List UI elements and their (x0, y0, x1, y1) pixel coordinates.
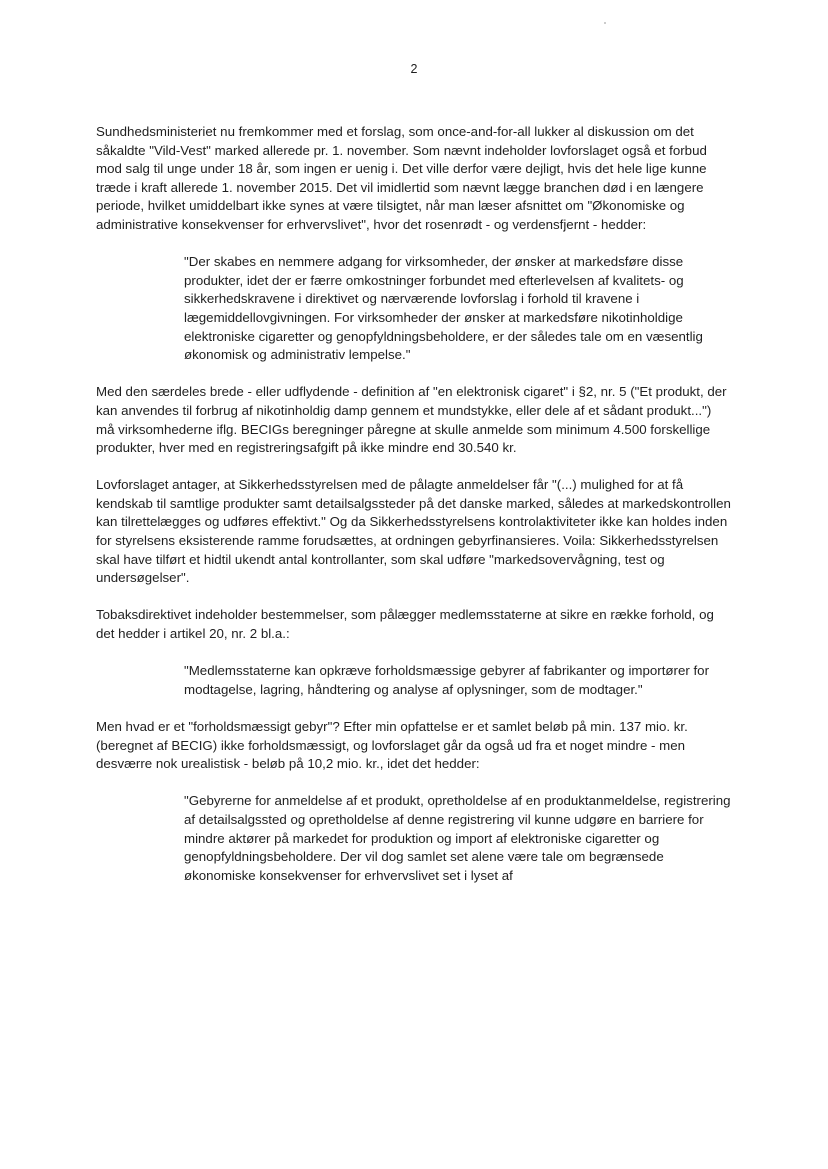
quote-fees: "Gebyrerne for anmeldelse af et produkt, opretholdelse af en produktanmeldelse, registrering af detailsalgssted og opretholdelse af denne registrering vil kunne udgøre en barriere for mindre aktører på markedet for produktion og import af elektroniske cigaretter og genopfyldningsbeholdere. Der vil dog samlet set alene være tale om begrænsede økonomiske konsekvenser for erhvervslivet set i lyset af (184, 793, 731, 883)
quote-article-20: "Medlemsstaterne kan opkræve forholdsmæssige gebyrer af fabrikanter og importører for modtagelse, lagring, håndtering og analyse af oplysninger, som de modtager." (184, 663, 709, 697)
scan-mark (604, 22, 606, 24)
page-number: 2 (410, 62, 418, 76)
paragraph-tobacco-directive: Tobaksdirektivet indeholder bestemmelser, som pålægger medlemsstaterne at sikre en række forhold, og det hedder i artikel 20, nr. 2 bl.a.: (96, 607, 714, 642)
document-body (96, 123, 732, 904)
paragraph-intro: Sundhedsministeriet nu fremkommer med et forslag, som once-and-for-all lukker al diskussion om det såkaldte "Vild-Vest" marked allerede pr. 1. november. Som nævnt indeholder lovforslaget også et forbud mod salg til unge under 18 år, som ingen er uenig i. Det ville derfor være dejligt, hvis det hele lige kunne træde i kraft allerede 1. november 2015. Det vil imidlertid som nævnt lægge branchen død i en længere periode, hvilket umiddelbart ikke synes at være tilsigtet, når man læser afsnittet om "Økonomiske og administrative konsekvenser for erhvervslivet", hvor det rosenrødt - og verdensfjernt - hedder: (96, 124, 707, 232)
quote-economic-consequences: "Der skabes en nemmere adgang for virksomheder, der ønsker at markedsføre disse produkter, idet der er færre omkostninger forbundet med efterlevelsen af kvalitets- og sikkerhedskravene i direktivet og nærværende lovforslag i forhold til kravene i lægemiddellovgivningen. For virksomheder der ønsker at markedsføre nikotinholdige elektroniske cigaretter og genopfyldningsbeholdere, er der således tale om en væsentlig økonomisk og administrativ lempelse." (184, 254, 703, 363)
paragraph-definition: Med den særdeles brede - eller udflydende - definition af "en elektronisk cigaret" i §2, nr. 5 ("Et produkt, der kan anvendes til forbrug af nikotinholdig damp gennem et mundstykke, eller dele af et sådant produkt...") må virksomhederne iflg. BECIGs beregninger påregne at skulle anmelde som minimum 4.500 forskellige produkter, hver med en registreringsafgift på ikke mindre end 30.540 kr. (96, 384, 727, 456)
paragraph-safety-authority: Lovforslaget antager, at Sikkerhedsstyrelsen med de pålagte anmeldelser får "(...) mulighed for at få kendskab til samtlige produkter samt detailsalgssteder på det danske marked, således at markedskontrollen kan tilrettelægges og udføres effektivt." Og da Sikkerhedsstyrelsens kontrolaktiviteter ikke kan holdes inden for styrelsens eksisterende ramme forudsættes, at ordningen gebyrfinansieres. Voila: Sikkerhedsstyrelsen skal have tilført et hidtil ukendt antal kontrollanter, som skal udføre "markedsovervågning, test og undersøgelser". (96, 477, 731, 586)
paragraph-proportional-fee: Men hvad er et "forholdsmæssigt gebyr"? Efter min opfattelse er et samlet beløb på min. 137 mio. kr. (beregnet af BECIG) ikke forholdsmæssigt, og lovforslaget går da også ud fra et noget mindre - men desværre nok urealistisk - beløb på 10,2 mio. kr., idet det hedder: (96, 719, 688, 772)
